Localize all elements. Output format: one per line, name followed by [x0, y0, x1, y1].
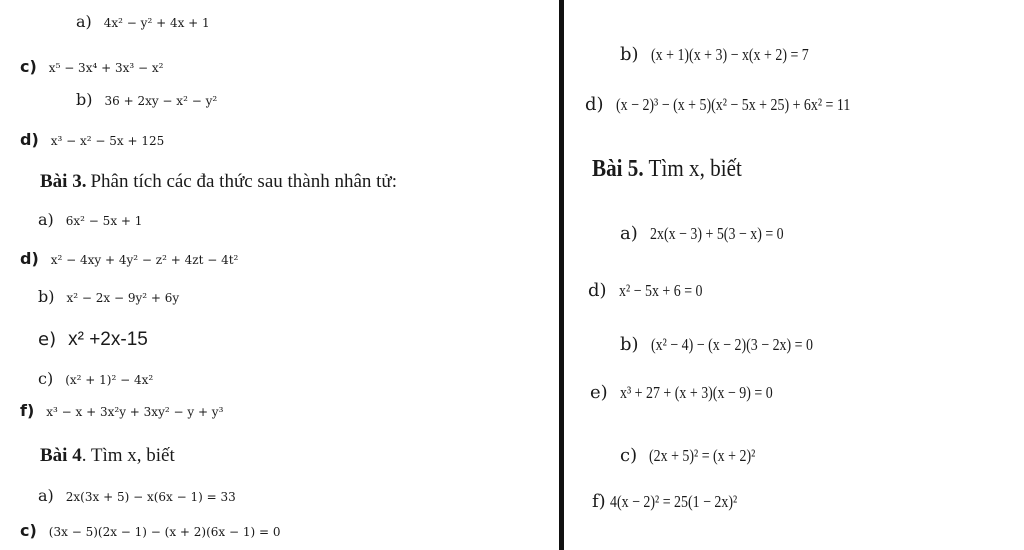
right-item-6 — [620, 447, 779, 465]
right-item-0 — [620, 46, 843, 64]
left-item-1 — [20, 59, 163, 76]
item-label: d) — [20, 130, 39, 149]
bai5-heading-text — [592, 157, 742, 181]
left-item-10 — [38, 488, 236, 505]
left-item-2 — [76, 92, 217, 109]
item-expression: (x² − 4) − (x − 2)(3 − 2x) = 0 — [650, 335, 813, 354]
bai5-text: Tìm x, biết — [648, 156, 742, 182]
left-item-3 — [20, 132, 164, 149]
item-expression: x⁵ − 3x⁴ + 3x³ − x² — [48, 61, 164, 75]
left-item-0 — [76, 14, 210, 31]
item-expression: 2x(3x + 5) − x(6x − 1) = 33 — [65, 490, 236, 504]
item-label: a) — [38, 486, 54, 505]
bai5-title: Bài 5. — [592, 156, 644, 182]
item-label: e) — [590, 382, 608, 403]
item-label: d) — [20, 249, 39, 268]
item-expression: 2x(x − 3) + 5(3 − x) = 0 — [649, 224, 784, 243]
left-item-8 — [38, 371, 153, 388]
item-expression: 36 + 2xy − x² − y² — [104, 94, 218, 108]
item-expression: 4x² − y² + 4x + 1 — [103, 16, 210, 30]
item-expression: 6x² − 5x + 1 — [65, 214, 143, 228]
left-item-6 — [38, 289, 179, 306]
item-expression: x² − 4xy + 4y² − z² + 4zt − 4t² — [50, 253, 239, 267]
item-label: f) — [592, 491, 606, 512]
item-expression: (2x + 5)² = (x + 2)² — [649, 446, 756, 465]
item-label: a) — [38, 210, 54, 229]
item-expression: 4(x − 2)² = 25(1 − 2x)² — [609, 492, 737, 511]
item-label: d) — [585, 94, 604, 115]
item-label: b) — [38, 287, 55, 306]
item-label: a) — [620, 223, 638, 244]
item-label: b) — [620, 44, 639, 65]
left-item-4 — [38, 212, 142, 229]
item-expression: x³ + 27 + (x + 3)(x − 9) = 0 — [619, 383, 773, 402]
item-expression: (x − 2)³ − (x + 5)(x² − 5x + 25) + 6x² = 11 — [615, 95, 850, 114]
left-item-9 — [20, 403, 223, 420]
item-label: a) — [76, 12, 92, 31]
bai3-heading — [40, 172, 397, 191]
right-item-5 — [590, 384, 806, 402]
bai4-heading — [40, 446, 175, 465]
left-item-5 — [20, 251, 238, 268]
item-label: c) — [20, 521, 37, 540]
item-expression: (x² + 1)² − 4x² — [65, 373, 154, 387]
right-item-3 — [588, 282, 720, 300]
right-item-7 — [592, 493, 765, 511]
item-expression: x² − 5x + 6 = 0 — [618, 281, 703, 300]
bai3-text: Phân tích các đa thức sau thành nhân tử: — [90, 171, 398, 192]
item-label: b) — [76, 90, 93, 109]
item-label: f) — [20, 401, 35, 420]
left-item-7 — [38, 330, 148, 349]
item-label: d) — [588, 280, 607, 301]
bai5-heading — [592, 157, 762, 181]
item-label: c) — [620, 445, 638, 466]
bai4-title: Bài 4 — [40, 445, 82, 466]
left-item-11 — [20, 523, 281, 540]
column-divider — [559, 0, 564, 550]
item-label: c) — [20, 57, 37, 76]
item-expression: x² − 2x − 9y² + 6y — [66, 291, 180, 305]
right-item-4 — [620, 336, 848, 354]
bai4-text: . Tìm x, biết — [81, 445, 175, 466]
right-item-2 — [620, 225, 813, 243]
right-item-1 — [585, 96, 901, 114]
item-label: c) — [38, 369, 54, 388]
item-expression: (3x − 5)(2x − 1) − (x + 2)(6x − 1) = 0 — [48, 525, 281, 539]
item-label: e) — [38, 329, 57, 350]
item-label: b) — [620, 334, 639, 355]
item-expression: x³ − x² − 5x + 125 — [50, 134, 165, 148]
item-expression: x² +2x-15 — [68, 329, 148, 350]
bai3-title: Bài 3. — [40, 171, 87, 192]
item-expression: x³ − x + 3x²y + 3xy² − y + y³ — [46, 405, 224, 419]
item-expression: (x + 1)(x + 3) − x(x + 2) = 7 — [650, 45, 809, 64]
